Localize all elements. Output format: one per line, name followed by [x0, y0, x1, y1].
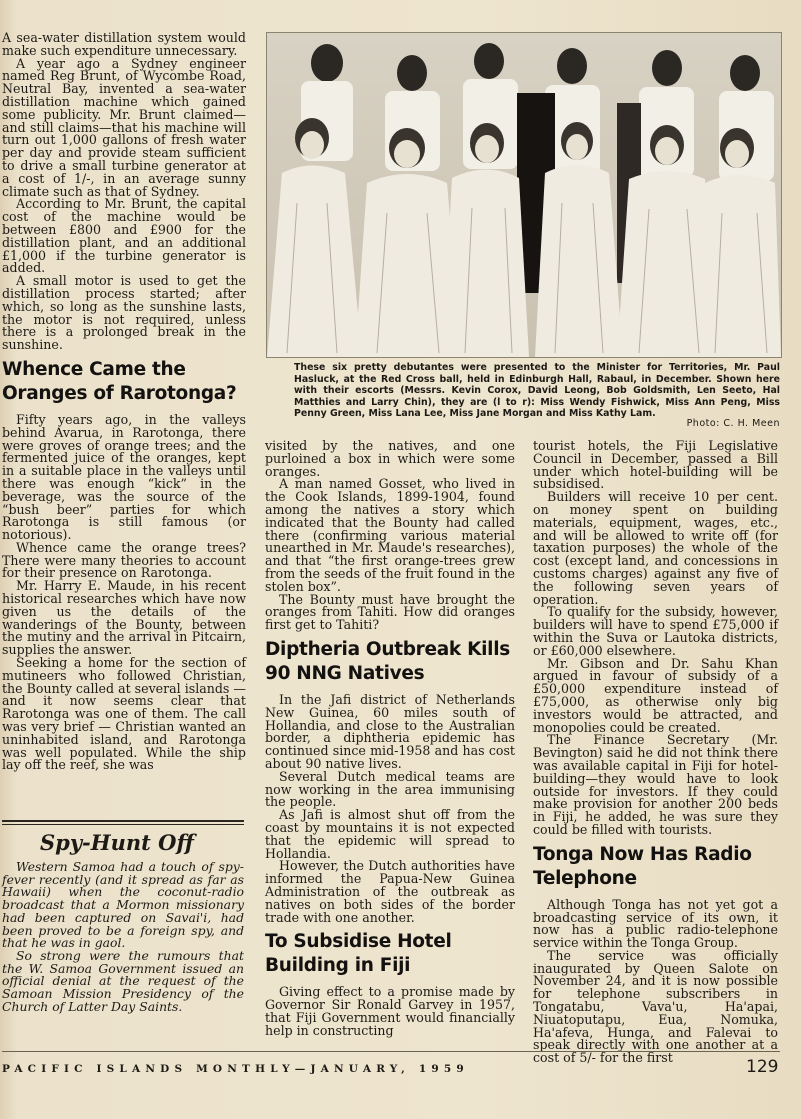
- paragraph: The Finance Secretary (Mr. Bevington) said he did not think there was available capital in Fiji for hotel-building—they would have to look outside for investors. If they could make provision for another 200 beds in Fiji, he added, he was sure they could be filled with tourists.: [533, 732, 778, 837]
- column-left: [2, 32, 246, 772]
- column-right: [533, 440, 778, 1065]
- spy-hunt-heading: Spy-Hunt Off: [40, 830, 194, 855]
- hotel-heading: To Subsidise Hotel Building in Fiji: [265, 931, 452, 977]
- paragraph: However, the Dutch authorities have informed the Papua-New Guinea Administration of the outbreak as natives on both sides of the border trade with one another.: [265, 858, 515, 925]
- paragraph: Fifty years ago, in the valleys behind Avarua, in Rarotonga, there were groves of orange trees; and the fermented juice of the oranges, kept in a suitable place in the valleys until there was enough “kick” in the beverage, was the source of the “bush beer” parties for which Rarotonga is still famous (or notorious).: [2, 411, 246, 543]
- paragraph: Builders will receive 10 per cent. on money spent on building materials, equipment, wages, etc., and will be allowed to write off (for taxation purposes) the whole of the cost (except land, and concessions in customs charges) against any five of the following seven years of operation.: [533, 489, 778, 607]
- paragraph: Whence came the orange trees? There were many theories to account for their presence on Rarotonga.: [2, 539, 246, 581]
- paragraph: Giving effect to a promise made by Governor Sir Ronald Garvey in 1957, that Fiji Government would financially help in constructing: [265, 984, 515, 1038]
- paragraph: In the Jafi district of Netherlands New Guinea, 60 miles south of Hollandia, and close to the Australian border, a diphtheria epidemic has continued since mid-1958 and has cost about 90 native lives.: [265, 691, 515, 771]
- paragraph: Mr. Gibson and Dr. Sahu Khan argued in favour of subsidy of a £50,000 expenditure instead of £75,000, as otherwise only big investors would be attracted, and monopolies could be created.: [533, 655, 778, 735]
- paragraph: Seeking a home for the section of mutineers who followed Christian, the Bounty called at several islands —and it now seems clear that Rarotonga was one of them. The call was very brief — Christian wanted an uninhabited island, and Rarotonga was well populated. While the ship lay off the reef, she was: [2, 655, 246, 773]
- paragraph: A small motor is used to get the distillation process started; after which, so long as the sunshine lasts, the motor is not required, unless there is a prolonged break in the sunshine.: [2, 273, 246, 353]
- footer-divider: [2, 1051, 780, 1052]
- paragraph: Several Dutch medical teams are now working in the area immunising the people.: [265, 768, 515, 810]
- paragraph: A sea-water distillation system would make such expenditure unnecessary.: [2, 30, 246, 58]
- paragraph: Western Samoa had a touch of spy-fever recently (and it spread as far as Hawaii) when the coconut-radio broadcast that a Mormon missionary had been captured on Savai'i, had been proved to be a foreign spy, and that he was in gaol.: [2, 859, 244, 951]
- paragraph: To qualify for the subsidy, however, builders will have to spend £75,000 if within the Suva or Lautoka districts, or £60,000 elsewhere.: [533, 604, 778, 658]
- divider: [2, 820, 244, 822]
- paragraph: tourist hotels, the Fiji Legislative Council in December, passed a Bill under which hotel-building will be subsidised.: [533, 438, 778, 492]
- diphtheria-heading: Diptheria Outbreak Kills 90 NNG Natives: [265, 638, 510, 684]
- paragraph: visited by the natives, and one purloined a box in which were some oranges.: [265, 438, 515, 479]
- caption-text: These six pretty debutantes were presented to the Minister for Territories, Mr. Paul Hasluck, at the Red Cross ball, held in Edinburgh Hall, Rabaul, in December. Shown here with their escorts (Messrs. Kevin Corox, David Leong, Bob Goldsmith, Len Seeto, Hal Matthies and Larry Chin), they are (l to r): Miss Wendy Fishwick, Miss Ann Peng, Miss Penny Green, Miss Lana Lee, Miss Jane Morgan and Miss Kathy Lam.: [294, 362, 780, 420]
- paragraph: As Jafi is almost shut off from the coast by mountains it is not expected that the epidemic will spread to Hollandia.: [265, 807, 515, 861]
- spy-hunt-box: [2, 820, 244, 1013]
- page-number: 129: [746, 1057, 779, 1077]
- photo-credit: Photo: C. H. Meen: [686, 418, 780, 429]
- running-footer: PACIFIC ISLANDS MONTHLY—JANUARY, 1959: [2, 1063, 469, 1075]
- column-middle: [265, 440, 515, 1037]
- paragraph: The service was officially inaugurated by Queen Salote on November 24, and it is now possible for telephone subscribers in Tongatabu, Vava'u, Ha'apai, Niuatoputapu, Eua, Nomuka, Ha'afeva, Hunga, and Falevai to speak directly with one another at a cost of 5/- for the first: [533, 947, 778, 1066]
- paragraph: So strong were the rumours that the W. Samoa Government issued an official denial at the request of the Samoan Mission Presidency of the Church of Latter Day Saints.: [2, 947, 244, 1014]
- paragraph: Mr. Harry E. Maude, in his recent historical researches which have now given us the details of the wanderings of the Bounty, between the mutiny and the arrival in Pitcairn, supplies the answer.: [2, 578, 246, 658]
- paragraph: A man named Gosset, who lived in the Cook Islands, 1899-1904, found among the natives a story which indicated that the Bounty had called there (confirming various material unearthed in Mr. Maude's researches), and that “the first orange-trees grew from the seeds of the fruit found in the stolen box”.: [265, 476, 515, 594]
- photo-caption: [266, 362, 780, 420]
- paragraph: The Bounty must have brought the oranges from Tahiti. How did oranges first get to Tahiti?: [265, 591, 515, 633]
- divider: [2, 824, 244, 825]
- paragraph: According to Mr. Brunt, the capital cost of the machine would be between £800 and £900 for the distillation plant, and an additional £1,000 if the turbine generator is added.: [2, 196, 246, 276]
- group-photo-image: [267, 33, 781, 357]
- debutantes-photo: [266, 32, 782, 358]
- oranges-heading: Whence Came the Oranges of Rarotonga?: [2, 358, 237, 404]
- tonga-heading: Tonga Now Has Radio Telephone: [533, 843, 752, 889]
- paragraph: A year ago a Sydney engineer named Reg Brunt, of Wycombe Road, Neutral Bay, invented a sea-water distillation machine which gained some publicity. Mr. Brunt claimed—and still claims—that his machine will turn out 1,000 gallons of fresh water per day and provide steam sufficient to drive a small turbine generator at a cost of 1/-, in an average sunny climate such as that of Sydney.: [2, 55, 246, 199]
- paragraph: Although Tonga has not yet got a broadcasting service of its own, it now has a public radio-telephone service within the Tonga Group.: [533, 896, 778, 951]
